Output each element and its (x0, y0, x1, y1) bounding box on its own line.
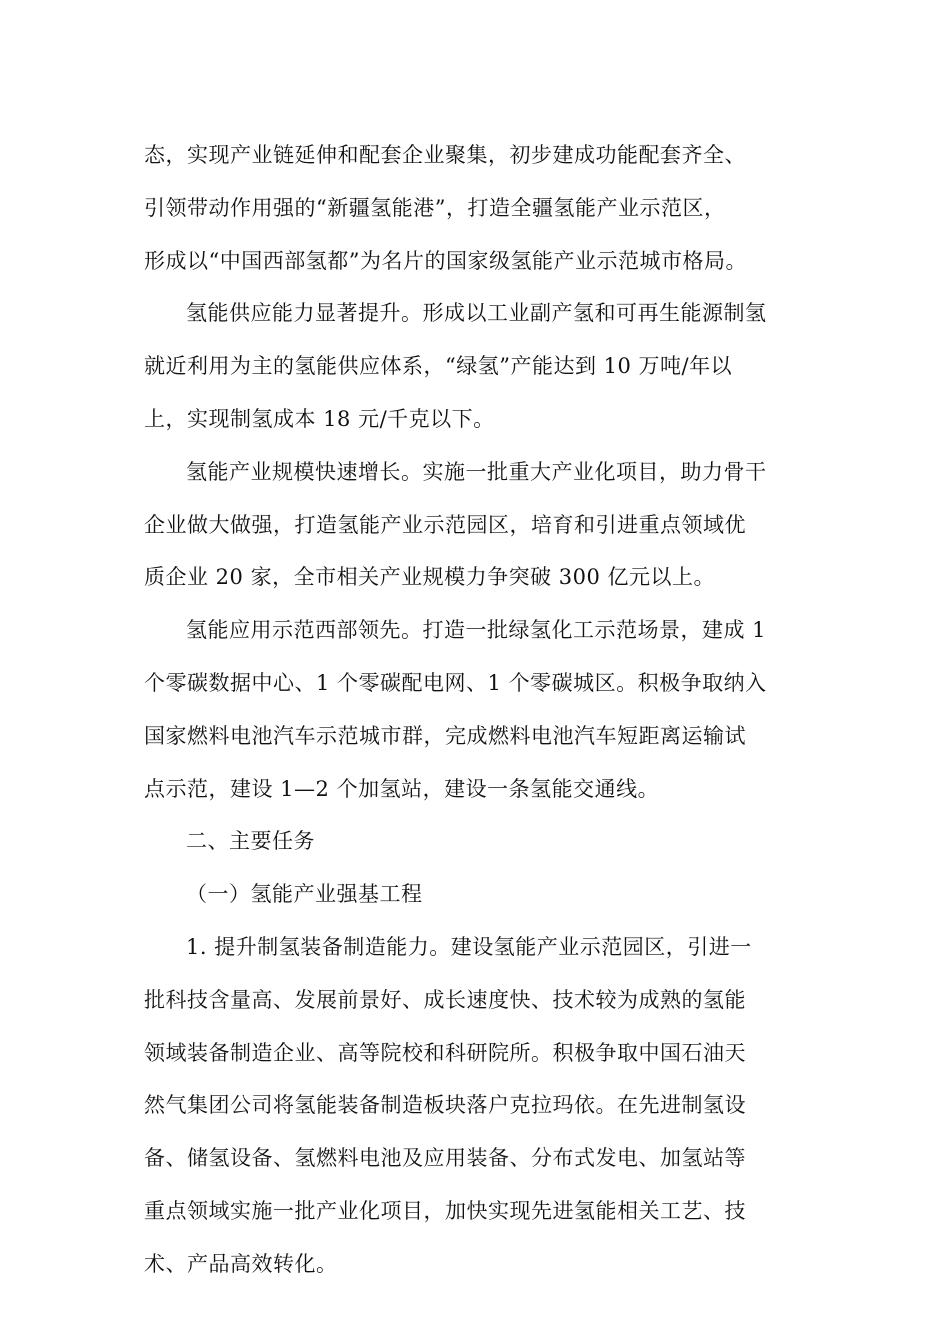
text-line: 重点领域实施一批产业化项目，加快实现先进氢能相关工艺、技 (144, 1198, 746, 1223)
text-line: 引领带动作用强的“新疆氢能港”，打造全疆氢能产业示范区， (144, 195, 726, 220)
text-line: 质企业 20 家，全市相关产业规模力争突破 300 亿元以上。 (144, 565, 716, 590)
paragraph-hydrogen-supply (144, 287, 792, 445)
text-line: 领域装备制造企业、高等院校和科研院所。积极争取中国石油天 (144, 1040, 746, 1065)
document-body (144, 129, 792, 1291)
text-line: 批科技含量高、发展前景好、成长速度快、技术较为成熟的氢能 (144, 987, 746, 1012)
text-line: 形成以“中国西部氢都”为名片的国家级氢能产业示范城市格局。 (144, 248, 747, 273)
paragraph-industry-scale (144, 446, 792, 604)
heading-text: 二、主要任务 (186, 829, 315, 854)
text-line: 氢能产业规模快速增长。实施一批重大产业化项目，助力骨干 (186, 459, 767, 484)
text-line: 点示范，建设 1—2 个加氢站，建设一条氢能交通线。 (144, 776, 660, 801)
section-heading-main-tasks (144, 815, 792, 868)
text-line: 氢能应用示范西部领先。打造一批绿氢化工示范场景，建成 1 (186, 618, 767, 643)
text-line: 1. 提升制氢装备制造能力。建设氢能产业示范园区，引进一 (186, 934, 752, 959)
text-line: 然气集团公司将氢能装备制造板块落户克拉玛依。在先进制氢设 (144, 1093, 746, 1118)
text-line: 个零碳数据中心、1 个零碳配电网、1 个零碳城区。积极争取纳入 (144, 670, 767, 695)
paragraph-application-demo (144, 604, 792, 815)
text-line: 氢能供应能力显著提升。形成以工业副产氢和可再生能源制氢 (186, 301, 767, 326)
paragraph-equipment-manufacturing (144, 921, 792, 1291)
text-line: 企业做大做强，打造氢能产业示范园区，培育和引进重点领域优 (144, 512, 746, 537)
text-line: 态，实现产业链延伸和配套企业聚集，初步建成功能配套齐全、 (144, 143, 746, 167)
heading-text: （一）氢能产业强基工程 (186, 882, 423, 907)
subsection-heading-foundation-project (144, 868, 792, 921)
text-line: 上，实现制氢成本 18 元/千克以下。 (144, 406, 495, 431)
text-line: 备、储氢设备、氢燃料电池及应用装备、分布式发电、加氢站等 (144, 1146, 746, 1171)
paragraph-continued-goals (144, 129, 792, 287)
text-line: 术、产品高效转化。 (144, 1251, 338, 1276)
text-line: 就近利用为主的氢能供应体系，“绿氢”产能达到 10 万吨/年以 (144, 354, 733, 379)
text-line: 国家燃料电池汽车示范城市群，完成燃料电池汽车短距离运输试 (144, 723, 746, 748)
